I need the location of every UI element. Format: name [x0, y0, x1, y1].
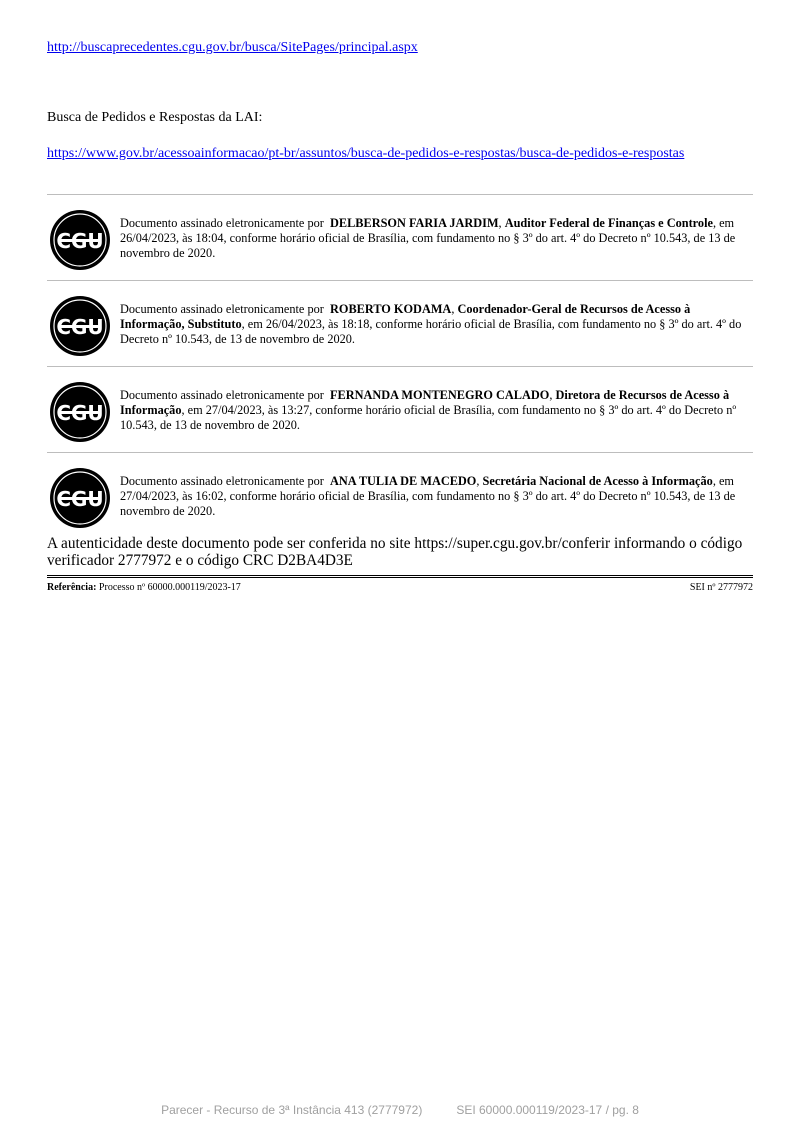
document-page: [47, 40, 753, 593]
signer-name: FERNANDA MONTENEGRO CALADO: [330, 388, 550, 402]
reference-sei: SEI nº 2777972: [689, 582, 753, 593]
signature-text: Documento assinado eletronicamente por ANA TULIA DE MACEDO, Secretária Nacional de Acesso à Informação, em 27/04/2023, às 16:02, conforme horário oficial de Brasília, com fundamento no § 3º do art. 4º do Decreto nº 10.543, de 13 de novembro de 2020.: [120, 474, 736, 518]
seal-label: CGU: [56, 487, 104, 511]
signature-prefix: Documento assinado eletronicamente por: [120, 474, 324, 488]
seal-label: CGU: [56, 315, 104, 339]
signature-prefix: Documento assinado eletronicamente por: [120, 388, 324, 402]
busca-precedentes-link[interactable]: http://buscaprecedentes.cgu.gov.br/busca/SitePages/principal.aspx: [47, 40, 418, 55]
signature-text: Documento assinado eletronicamente por FERNANDA MONTENEGRO CALADO, Diretora de Recursos de Acesso à Informação, em 27/04/2023, às 13:27, conforme horário oficial de Brasília, com fundamento no § 3º do art. 4º do Decreto nº 10.543, de 13 de novembro de 2020.: [120, 388, 737, 432]
seal-label: CGU: [56, 401, 104, 425]
signature-prefix: Documento assinado eletronicamente por: [120, 216, 324, 230]
reference-bar: [47, 575, 753, 594]
signature-details: , em 26/04/2023, às 18:04, conforme horário oficial de Brasília, com fundamento no § 3º do art. 4º do Decreto nº 10.543, de 13 de novembro de 2020.: [120, 216, 736, 260]
signer-name: ROBERTO KODAMA: [330, 302, 452, 316]
signature-text: Documento assinado eletronicamente por DELBERSON FARIA JARDIM, Auditor Federal de Finanças e Controle, em 26/04/2023, às 18:04, conforme horário oficial de Brasília, com fundamento no § 3º do art. 4º do Decreto nº 10.543, de 13 de novembro de 2020.: [120, 216, 736, 260]
signer-role: Auditor Federal de Finanças e Controle: [504, 216, 713, 230]
signer-name: ANA TULIA DE MACEDO: [330, 474, 477, 488]
signer-role: Secretária Nacional de Acesso à Informação: [482, 474, 713, 488]
signer-name: DELBERSON FARIA JARDIM: [330, 216, 499, 230]
signature-block: [47, 194, 753, 280]
cgu-seal-icon: [49, 295, 111, 357]
signature-details: , em 27/04/2023, às 13:27, conforme horário oficial de Brasília, com fundamento no § 3º do art. 4º do Decreto nº 10.543, de 13 de novembro de 2020.: [120, 403, 737, 432]
signature-details: , em 26/04/2023, às 18:18, conforme horário oficial de Brasília, com fundamento no § 3º do art. 4º do Decreto nº 10.543, de 13 de novembro de 2020.: [120, 317, 742, 346]
signature-block: [47, 280, 753, 366]
footer-document-title: Parecer - Recurso de 3ª Instância 413 (2777972): [161, 1103, 423, 1117]
lai-search-label: Busca de Pedidos e Respostas da LAI:: [47, 110, 263, 125]
lai-search-link[interactable]: https://www.gov.br/acessoainformacao/pt-br/assuntos/busca-de-pedidos-e-respostas/busca-de-pedidos-e-respostas: [47, 146, 685, 161]
reference-label: Referência:: [47, 582, 97, 593]
signature-list: [47, 194, 753, 538]
authenticity-notice: A autenticidade deste documento pode ser conferida no site https://super.cgu.gov.br/conferir informando o código verificador 2777972 e o código CRC D2BA4D3E: [47, 535, 743, 569]
signer-role: Diretora de Recursos de Acesso à Informação: [120, 388, 730, 417]
signature-block: [47, 366, 753, 452]
signer-role: Coordenador-Geral de Recursos de Acesso à Informação, Substituto: [120, 302, 691, 331]
signature-block: [47, 452, 753, 538]
signature-prefix: Documento assinado eletronicamente por: [120, 302, 324, 316]
signature-details: , em 27/04/2023, às 16:02, conforme horário oficial de Brasília, com fundamento no § 3º do art. 4º do Decreto nº 10.543, de 13 de novembro de 2020.: [120, 474, 736, 518]
footer-page-info: SEI 60000.000119/2023-17 / pg. 8: [456, 1103, 639, 1117]
cgu-seal-icon: [49, 381, 111, 443]
signature-text: Documento assinado eletronicamente por ROBERTO KODAMA, Coordenador-Geral de Recursos de Acesso à Informação, Substituto, em 26/04/2023, às 18:18, conforme horário oficial de Brasília, com fundamento no § 3º do art. 4º do Decreto nº 10.543, de 13 de novembro de 2020.: [120, 302, 742, 346]
reference-process-number: Processo nº 60000.000119/2023-17: [96, 582, 241, 593]
cgu-seal-icon: [49, 209, 111, 271]
seal-label: CGU: [56, 229, 104, 253]
reference-process: [47, 582, 241, 594]
page-footer: [0, 1103, 800, 1117]
cgu-seal-icon: [49, 467, 111, 529]
